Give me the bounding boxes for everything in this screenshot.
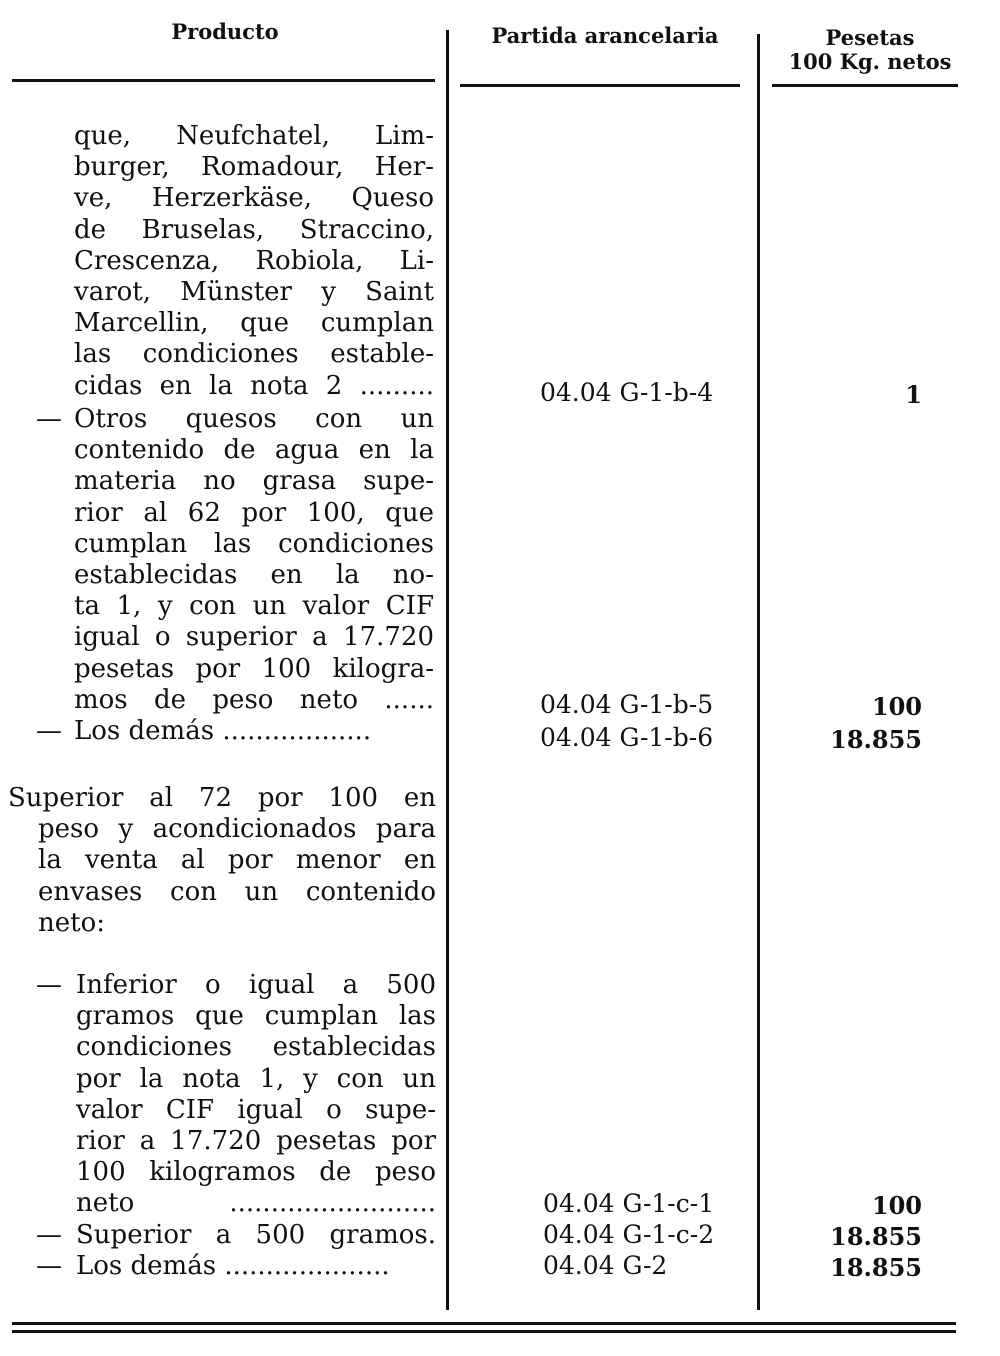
text-line: Crescenza, Robiola, Li- xyxy=(74,245,434,276)
text-line: de Bruselas, Straccino, xyxy=(74,214,434,245)
text-line: neto ......................... xyxy=(76,1188,436,1219)
text-line: cumplan las condiciones xyxy=(74,528,434,559)
tariff-code: 04.04 G-1-c-1 xyxy=(543,1189,715,1218)
text-line: Otros quesos con un xyxy=(74,404,434,434)
text-line: peso y acondicionados para xyxy=(38,814,436,845)
table-bottom-rule-2 xyxy=(12,1330,956,1333)
text-line: rior a 17.720 pesetas por xyxy=(76,1126,436,1157)
text-line: valor CIF igual o supe- xyxy=(76,1094,436,1125)
dash-marker: — xyxy=(36,1251,62,1281)
tariff-code: 04.04 G-1-b-6 xyxy=(540,723,714,752)
text-line: ve, Herzerkäse, Queso xyxy=(74,183,434,214)
product-item-superior-500 xyxy=(36,1220,436,1251)
price-value: 18.855 xyxy=(830,1222,922,1251)
dash-marker: — xyxy=(36,404,62,434)
tariff-code: 04.04 G-1-c-2 xyxy=(543,1220,715,1249)
tariff-code: 04.04 G-1-b-4 xyxy=(540,378,714,407)
text-line: que, Neufchatel, Lim- xyxy=(74,121,434,151)
table-bottom-rule-1 xyxy=(12,1322,956,1325)
text-line: materia no grasa supe- xyxy=(74,466,434,497)
price-value: 18.855 xyxy=(830,725,922,754)
text-line: neto: xyxy=(38,907,105,938)
text-line: contenido de agua en la xyxy=(74,435,434,466)
text-line: envases con un contenido xyxy=(38,876,436,907)
header-partida: Partida arancelaria xyxy=(491,23,719,48)
text-line: burger, Romadour, Her- xyxy=(74,152,434,183)
product-item-los-demas-1 xyxy=(36,716,434,747)
header-producto: Producto xyxy=(171,19,279,44)
text-line: Los demás .................... xyxy=(76,1251,390,1281)
dash-marker: — xyxy=(36,716,62,746)
product-item-superior-72 xyxy=(8,783,436,939)
dash-marker: — xyxy=(36,1220,62,1250)
header-pesetas-line1: Pesetas xyxy=(825,25,915,50)
price-value: 1 xyxy=(905,380,922,409)
tariff-code: 04.04 G-2 xyxy=(543,1251,668,1280)
text-line: varot, Münster y Saint xyxy=(74,277,434,308)
product-text-continuation xyxy=(74,121,434,402)
text-line: 100 kilogramos de peso xyxy=(76,1157,436,1188)
text-line: ta 1, y con un valor CIF xyxy=(74,591,434,622)
product-item-los-demas-2 xyxy=(36,1251,436,1282)
price-value: 100 xyxy=(871,692,922,721)
dash-marker: — xyxy=(36,970,62,1000)
text-line: las condiciones estable- xyxy=(74,339,434,370)
text-line: establecidas en la no- xyxy=(74,560,434,591)
column-divider-1 xyxy=(446,30,449,1310)
text-line: Marcellin, que cumplan xyxy=(74,308,434,339)
header-rule-producto xyxy=(12,79,435,82)
product-item-otros-quesos xyxy=(36,404,434,716)
text-line: la venta al por menor en xyxy=(38,845,436,876)
text-line: igual o superior a 17.720 xyxy=(74,622,434,653)
text-line: condiciones establecidas xyxy=(76,1032,436,1063)
price-value: 18.855 xyxy=(830,1253,922,1282)
header-rule-partida xyxy=(460,84,740,87)
header-rule-pesetas xyxy=(772,84,958,87)
text-line: Inferior o igual a 500 xyxy=(76,970,436,1000)
price-value: 100 xyxy=(871,1191,922,1220)
text-line: gramos que cumplan las xyxy=(76,1001,436,1032)
text-line: Superior a 500 gramos. xyxy=(76,1220,436,1250)
text-line: por la nota 1, y con un xyxy=(76,1063,436,1094)
text-line: cidas en la nota 2 ......... xyxy=(74,370,434,401)
text-line: Los demás .................. xyxy=(74,716,372,746)
text-line: pesetas por 100 kilogra- xyxy=(74,653,434,684)
tariff-code: 04.04 G-1-b-5 xyxy=(540,690,714,719)
header-pesetas-line2: 100 Kg. netos xyxy=(788,49,952,74)
text-line: Superior al 72 por 100 en xyxy=(8,783,436,813)
product-item-inferior-500 xyxy=(36,970,436,1220)
column-divider-2 xyxy=(757,34,760,1310)
text-line: rior al 62 por 100, que xyxy=(74,497,434,528)
text-line: mos de peso neto ...... xyxy=(74,684,434,715)
header-pesetas xyxy=(770,26,970,74)
